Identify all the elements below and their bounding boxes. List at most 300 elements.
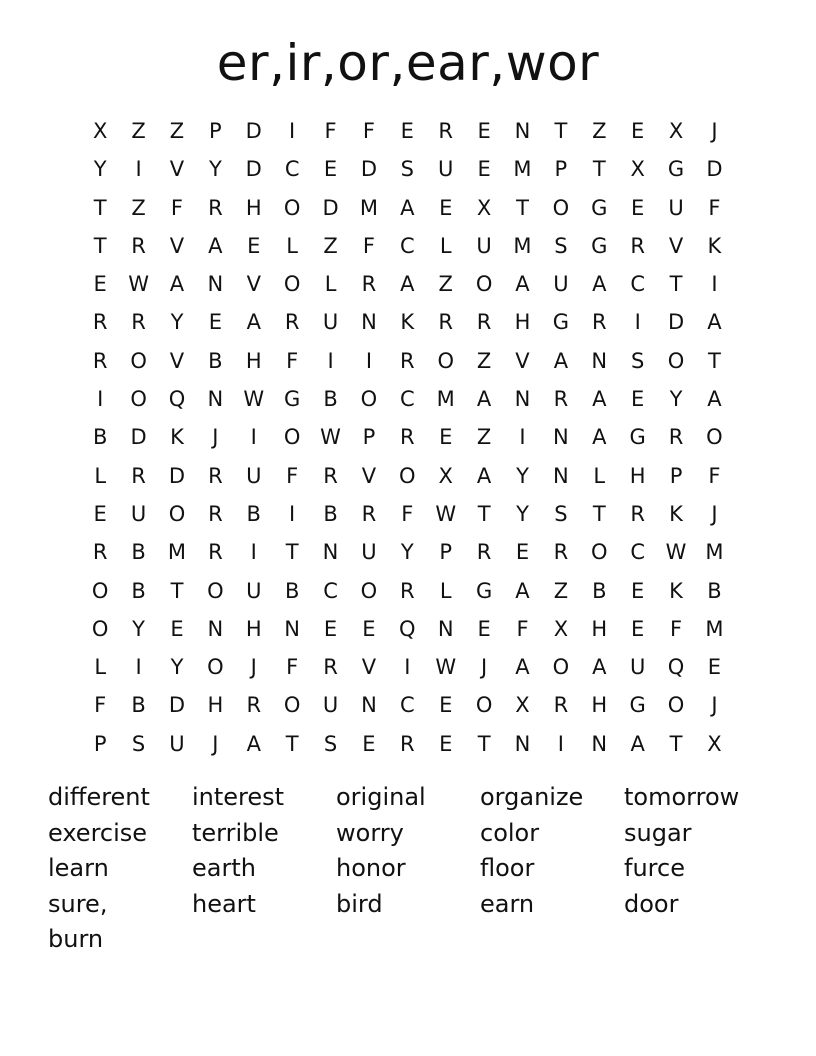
grid-letter: N (591, 731, 608, 756)
grid-letter: T (669, 731, 683, 756)
grid-letter: S (630, 348, 645, 373)
grid-letter: Q (667, 655, 685, 680)
grid-letter: R (323, 655, 338, 680)
grid-letter: O (706, 425, 723, 450)
grid-letter: E (631, 578, 645, 603)
grid-letter: R (438, 310, 453, 335)
grid-row (81, 342, 735, 380)
word-list-item: organize (480, 783, 584, 811)
word-list-item: floor (480, 854, 535, 882)
grid-letter: A (515, 655, 530, 680)
grid-letter: R (400, 425, 415, 450)
grid-letter: U (476, 233, 492, 258)
grid-letter: A (553, 348, 569, 373)
grid-letter: R (131, 233, 146, 258)
grid-letter: B (323, 501, 338, 526)
grid-letter: N (207, 387, 224, 412)
grid-letter: A (515, 272, 530, 297)
grid-letter: M (513, 233, 532, 258)
grid-letter: I (557, 731, 564, 756)
word-list-item: sure, (48, 889, 108, 918)
grid-letter: T (285, 731, 299, 756)
grid-letter: F (401, 501, 414, 526)
grid-letter: I (135, 655, 142, 680)
grid-letter: L (324, 272, 337, 297)
grid-letter: O (360, 578, 378, 603)
grid-letter: R (361, 501, 377, 526)
word-list-item: sugar (624, 818, 692, 847)
grid-letter: A (592, 655, 607, 680)
grid-letter: Q (399, 616, 416, 641)
grid-letter: E (362, 616, 376, 641)
grid-letter: L (94, 463, 107, 488)
grid-letter: B (323, 387, 338, 412)
grid-letter: T (592, 157, 606, 182)
grid-letter: R (323, 463, 338, 488)
grid-letter: W (435, 655, 457, 680)
grid-letter: D (706, 157, 723, 182)
grid-letter: Z (169, 119, 185, 143)
grid-letter: Y (132, 616, 145, 641)
grid-letter: V (515, 348, 530, 373)
grid-letter: O (399, 463, 416, 488)
grid-row (81, 189, 735, 227)
grid-letter: K (400, 310, 415, 335)
grid-letter: E (707, 655, 722, 680)
grid-letter: B (208, 348, 223, 373)
grid-letter: D (667, 310, 685, 335)
grid-letter: D (360, 157, 378, 182)
grid-letter: K (170, 425, 184, 450)
grid-letter: N (514, 731, 531, 756)
grid-letter: I (365, 348, 373, 373)
grid-letter: F (286, 348, 299, 373)
grid-letter: Y (516, 463, 529, 488)
grid-letter: O (283, 425, 301, 450)
grid-letter: O (130, 387, 147, 412)
grid-letter: U (361, 540, 377, 565)
grid-letter: R (476, 540, 492, 565)
grid-letter: M (705, 540, 724, 565)
grid-letter: O (91, 578, 109, 603)
grid-letter: I (250, 540, 257, 565)
grid-letter: H (629, 463, 646, 488)
grid-letter: C (399, 693, 415, 718)
grid-letter: J (711, 693, 718, 718)
grid-letter: X (668, 119, 684, 143)
grid-letter: D (168, 693, 186, 718)
grid-letter: N (591, 348, 608, 373)
letter-grid (81, 112, 735, 763)
grid-letter: A (246, 731, 261, 756)
word-list-item: interest (192, 783, 285, 811)
grid-letter: G (552, 310, 570, 335)
grid-letter: E (400, 119, 414, 143)
grid-letter: Z (592, 119, 607, 143)
grid-letter: S (554, 501, 568, 526)
grid-letter: M (436, 387, 455, 412)
grid-letter: O (207, 578, 224, 603)
grid-letter: H (207, 693, 224, 718)
grid-letter: G (475, 578, 493, 603)
grid-letter: U (629, 655, 646, 680)
grid-letter: A (707, 310, 722, 335)
grid-letter: I (250, 425, 257, 450)
grid-letter: B (131, 540, 146, 565)
grid-letter: Z (438, 272, 453, 297)
grid-letter: V (169, 157, 185, 182)
grid-letter: U (246, 578, 262, 603)
grid-letter: Q (168, 387, 186, 412)
grid-letter: E (208, 310, 222, 335)
grid-row (81, 725, 735, 763)
grid-letter: H (245, 616, 262, 641)
grid-letter: V (668, 233, 684, 258)
grid-letter: E (439, 731, 453, 756)
word-list-item: tomorrow (624, 783, 740, 811)
grid-letter: R (668, 425, 684, 450)
grid-letter: T (708, 348, 721, 373)
grid-letter: T (285, 540, 299, 565)
grid-letter: Y (93, 157, 107, 182)
grid-letter: H (591, 616, 608, 641)
grid-letter: N (361, 310, 377, 335)
grid-letter: E (93, 272, 107, 297)
grid-letter: J (212, 425, 219, 450)
grid-letter: X (515, 693, 530, 718)
grid-letter: F (708, 195, 721, 220)
grid-letter: N (437, 616, 454, 641)
grid-letter: S (554, 233, 568, 258)
grid-letter: C (630, 272, 645, 297)
grid-letter: N (514, 387, 531, 412)
grid-letter: O (130, 348, 147, 373)
grid-letter: I (634, 310, 641, 335)
grid-letter: T (669, 272, 683, 297)
grid-letter: U (246, 463, 262, 488)
grid-letter: F (286, 463, 299, 488)
grid-row (81, 533, 735, 571)
grid-letter: L (439, 233, 452, 258)
grid-letter: O (437, 348, 454, 373)
grid-letter: E (477, 157, 491, 182)
grid-letter: T (93, 195, 107, 220)
word-list (48, 780, 788, 958)
grid-letter: X (553, 616, 569, 641)
grid-letter: E (631, 616, 645, 641)
grid-letter: W (320, 425, 341, 450)
grid-letter: W (128, 272, 149, 297)
grid-letter: R (92, 310, 108, 335)
grid-letter: I (289, 119, 296, 143)
grid-letter: O (475, 272, 493, 297)
puzzle-title: er,ir,or,ear,wor (216, 34, 600, 92)
grid-letter: O (667, 348, 685, 373)
word-list-item: door (624, 889, 679, 918)
grid-letter: O (283, 195, 301, 220)
grid-letter: W (435, 501, 457, 526)
grid-letter: X (630, 157, 645, 182)
grid-letter: E (439, 195, 453, 220)
grid-letter: R (476, 310, 492, 335)
grid-letter: R (131, 463, 146, 488)
grid-letter: R (438, 119, 453, 143)
grid-letter: I (289, 501, 296, 526)
grid-letter: R (246, 693, 262, 718)
word-list-item: exercise (48, 818, 148, 847)
grid-letter: F (324, 119, 337, 143)
grid-letter: X (438, 463, 453, 488)
word-list-item: terrible (192, 818, 279, 847)
word-list-item: worry (336, 818, 404, 847)
grid-letter: Y (170, 655, 184, 680)
grid-letter: J (711, 119, 718, 143)
grid-letter: N (207, 616, 224, 641)
word-list-item: burn (48, 925, 104, 953)
grid-letter: V (169, 348, 185, 373)
grid-letter: N (322, 540, 339, 565)
grid-letter: E (477, 119, 491, 143)
grid-letter: A (246, 310, 261, 335)
grid-letter: M (705, 616, 724, 641)
grid-letter: V (246, 272, 261, 297)
grid-row (81, 572, 735, 610)
grid-letter: J (250, 655, 257, 680)
grid-letter: R (591, 310, 607, 335)
grid-letter: E (93, 501, 107, 526)
grid-letter: R (630, 233, 645, 258)
grid-row (81, 418, 735, 456)
grid-letter: U (438, 157, 454, 182)
grid-letter: F (516, 616, 529, 641)
grid-letter: Y (170, 310, 184, 335)
grid-letter: U (553, 272, 569, 297)
grid-letter: H (514, 310, 531, 335)
grid-letter: G (591, 195, 608, 220)
grid-letter: Y (516, 501, 529, 526)
grid-row (81, 686, 735, 724)
grid-letter: J (481, 655, 488, 680)
grid-letter: Y (208, 157, 222, 182)
grid-letter: O (283, 272, 301, 297)
grid-letter: T (554, 119, 568, 143)
grid-row (81, 380, 735, 418)
grid-letter: A (400, 195, 415, 220)
grid-letter: B (246, 501, 261, 526)
grid-letter: C (323, 578, 338, 603)
grid-letter: N (514, 119, 531, 143)
grid-letter: I (711, 272, 718, 297)
word-list-item: original (336, 783, 426, 811)
grid-letter: B (284, 578, 300, 603)
grid-letter: O (283, 693, 301, 718)
grid-letter: M (513, 157, 532, 182)
grid-letter: G (629, 425, 646, 450)
grid-letter: R (208, 463, 223, 488)
grid-letter: G (591, 233, 608, 258)
grid-letter: X (93, 119, 108, 143)
grid-letter: L (286, 233, 298, 258)
grid-letter: C (630, 540, 645, 565)
grid-letter: I (327, 348, 334, 373)
grid-row (81, 495, 735, 533)
grid-letter: A (169, 272, 185, 297)
grid-letter: R (208, 501, 223, 526)
grid-letter: V (361, 655, 377, 680)
grid-letter: F (170, 195, 184, 220)
grid-letter: E (439, 693, 453, 718)
grid-letter: O (552, 655, 570, 680)
grid-letter: O (360, 387, 378, 412)
grid-letter: E (362, 731, 376, 756)
grid-row (81, 227, 735, 265)
grid-letter: E (631, 195, 645, 220)
grid-letter: Z (131, 195, 146, 220)
grid-letter: R (208, 195, 223, 220)
grid-letter: T (93, 233, 107, 258)
grid-letter: H (245, 348, 262, 373)
grid-letter: S (323, 731, 338, 756)
grid-letter: R (553, 387, 569, 412)
grid-letter: T (477, 501, 491, 526)
grid-letter: O (207, 655, 224, 680)
grid-letter: G (629, 693, 646, 718)
grid-letter: D (245, 119, 262, 143)
grid-letter: R (92, 348, 108, 373)
grid-letter: A (208, 233, 223, 258)
grid-letter: F (362, 233, 375, 258)
grid-row (81, 610, 735, 648)
grid-letter: R (400, 731, 415, 756)
word-list-item: honor (336, 854, 406, 882)
grid-letter: D (130, 425, 147, 450)
grid-letter: F (286, 655, 299, 680)
grid-letter: M (359, 195, 378, 220)
grid-letter: N (207, 272, 224, 297)
grid-letter: E (323, 616, 338, 641)
grid-letter: K (669, 578, 683, 603)
word-list-item: bird (336, 889, 383, 918)
grid-letter: G (284, 387, 301, 412)
grid-letter: F (94, 693, 107, 718)
grid-letter: P (439, 540, 453, 565)
grid-letter: O (591, 540, 608, 565)
word-list-item: furce (624, 854, 685, 882)
grid-row (81, 150, 735, 188)
grid-letter: P (209, 119, 222, 143)
grid-letter: D (322, 195, 339, 220)
grid-letter: B (592, 578, 607, 603)
word-list-item: earth (192, 854, 256, 882)
grid-letter: P (362, 425, 376, 450)
grid-letter: P (93, 731, 107, 756)
grid-letter: B (707, 578, 722, 603)
grid-letter: I (135, 157, 142, 182)
grid-letter: O (475, 693, 493, 718)
word-list-item: color (480, 818, 540, 847)
grid-letter: R (553, 693, 569, 718)
word-list-item: earn (480, 889, 535, 918)
grid-letter: B (131, 578, 146, 603)
grid-letter: U (668, 195, 684, 220)
grid-letter: Y (400, 540, 414, 565)
grid-letter: J (711, 501, 718, 526)
grid-letter: U (322, 693, 339, 718)
grid-letter: W (665, 540, 687, 565)
grid-letter: L (439, 578, 452, 603)
grid-letter: U (169, 731, 185, 756)
grid-letter: T (477, 731, 491, 756)
grid-letter: M (167, 540, 187, 565)
grid-letter: R (361, 272, 377, 297)
grid-letter: K (669, 501, 683, 526)
grid-letter: E (631, 119, 645, 143)
grid-letter: E (477, 616, 491, 641)
grid-letter: O (91, 616, 109, 641)
grid-letter: C (399, 233, 415, 258)
grid-letter: E (515, 540, 530, 565)
grid-letter: A (515, 578, 530, 603)
word-list-item: learn (48, 854, 109, 882)
grid-letter: Z (553, 578, 569, 603)
grid-letter: Z (323, 233, 338, 258)
grid-letter: L (94, 655, 107, 680)
grid-letter: R (92, 540, 108, 565)
grid-letter: C (284, 157, 300, 182)
grid-letter: H (245, 195, 262, 220)
grid-letter: L (593, 463, 606, 488)
grid-letter: S (131, 731, 146, 756)
grid-letter: E (439, 425, 453, 450)
grid-letter: O (667, 693, 685, 718)
grid-letter: I (519, 425, 526, 450)
grid-letter: I (404, 655, 411, 680)
grid-letter: O (552, 195, 570, 220)
grid-letter: N (553, 463, 569, 488)
grid-letter: F (708, 463, 721, 488)
grid-letter: W (243, 387, 265, 412)
grid-letter: A (476, 463, 492, 488)
grid-letter: A (592, 272, 607, 297)
grid-letter: C (399, 387, 415, 412)
grid-letter: F (670, 616, 683, 641)
grid-letter: X (476, 195, 492, 220)
grid-letter: A (592, 387, 607, 412)
grid-letter: T (516, 195, 529, 220)
grid-letter: T (592, 501, 606, 526)
grid-row (81, 648, 735, 686)
grid-letter: D (168, 463, 186, 488)
grid-row (81, 457, 735, 495)
grid-letter: V (169, 233, 185, 258)
grid-letter: R (208, 540, 223, 565)
grid-letter: I (97, 387, 104, 412)
grid-letter: R (400, 578, 415, 603)
grid-letter: A (630, 731, 645, 756)
grid-letter: S (400, 157, 414, 182)
grid-letter: T (170, 578, 184, 603)
grid-row (81, 112, 735, 150)
grid-letter: V (361, 463, 377, 488)
grid-letter: R (630, 501, 645, 526)
grid-letter: Z (131, 119, 146, 143)
grid-letter: N (284, 616, 300, 641)
grid-letter: E (247, 233, 261, 258)
grid-letter: E (323, 157, 338, 182)
grid-letter: R (400, 348, 415, 373)
grid-letter: X (707, 731, 722, 756)
grid-letter: Z (476, 348, 492, 373)
